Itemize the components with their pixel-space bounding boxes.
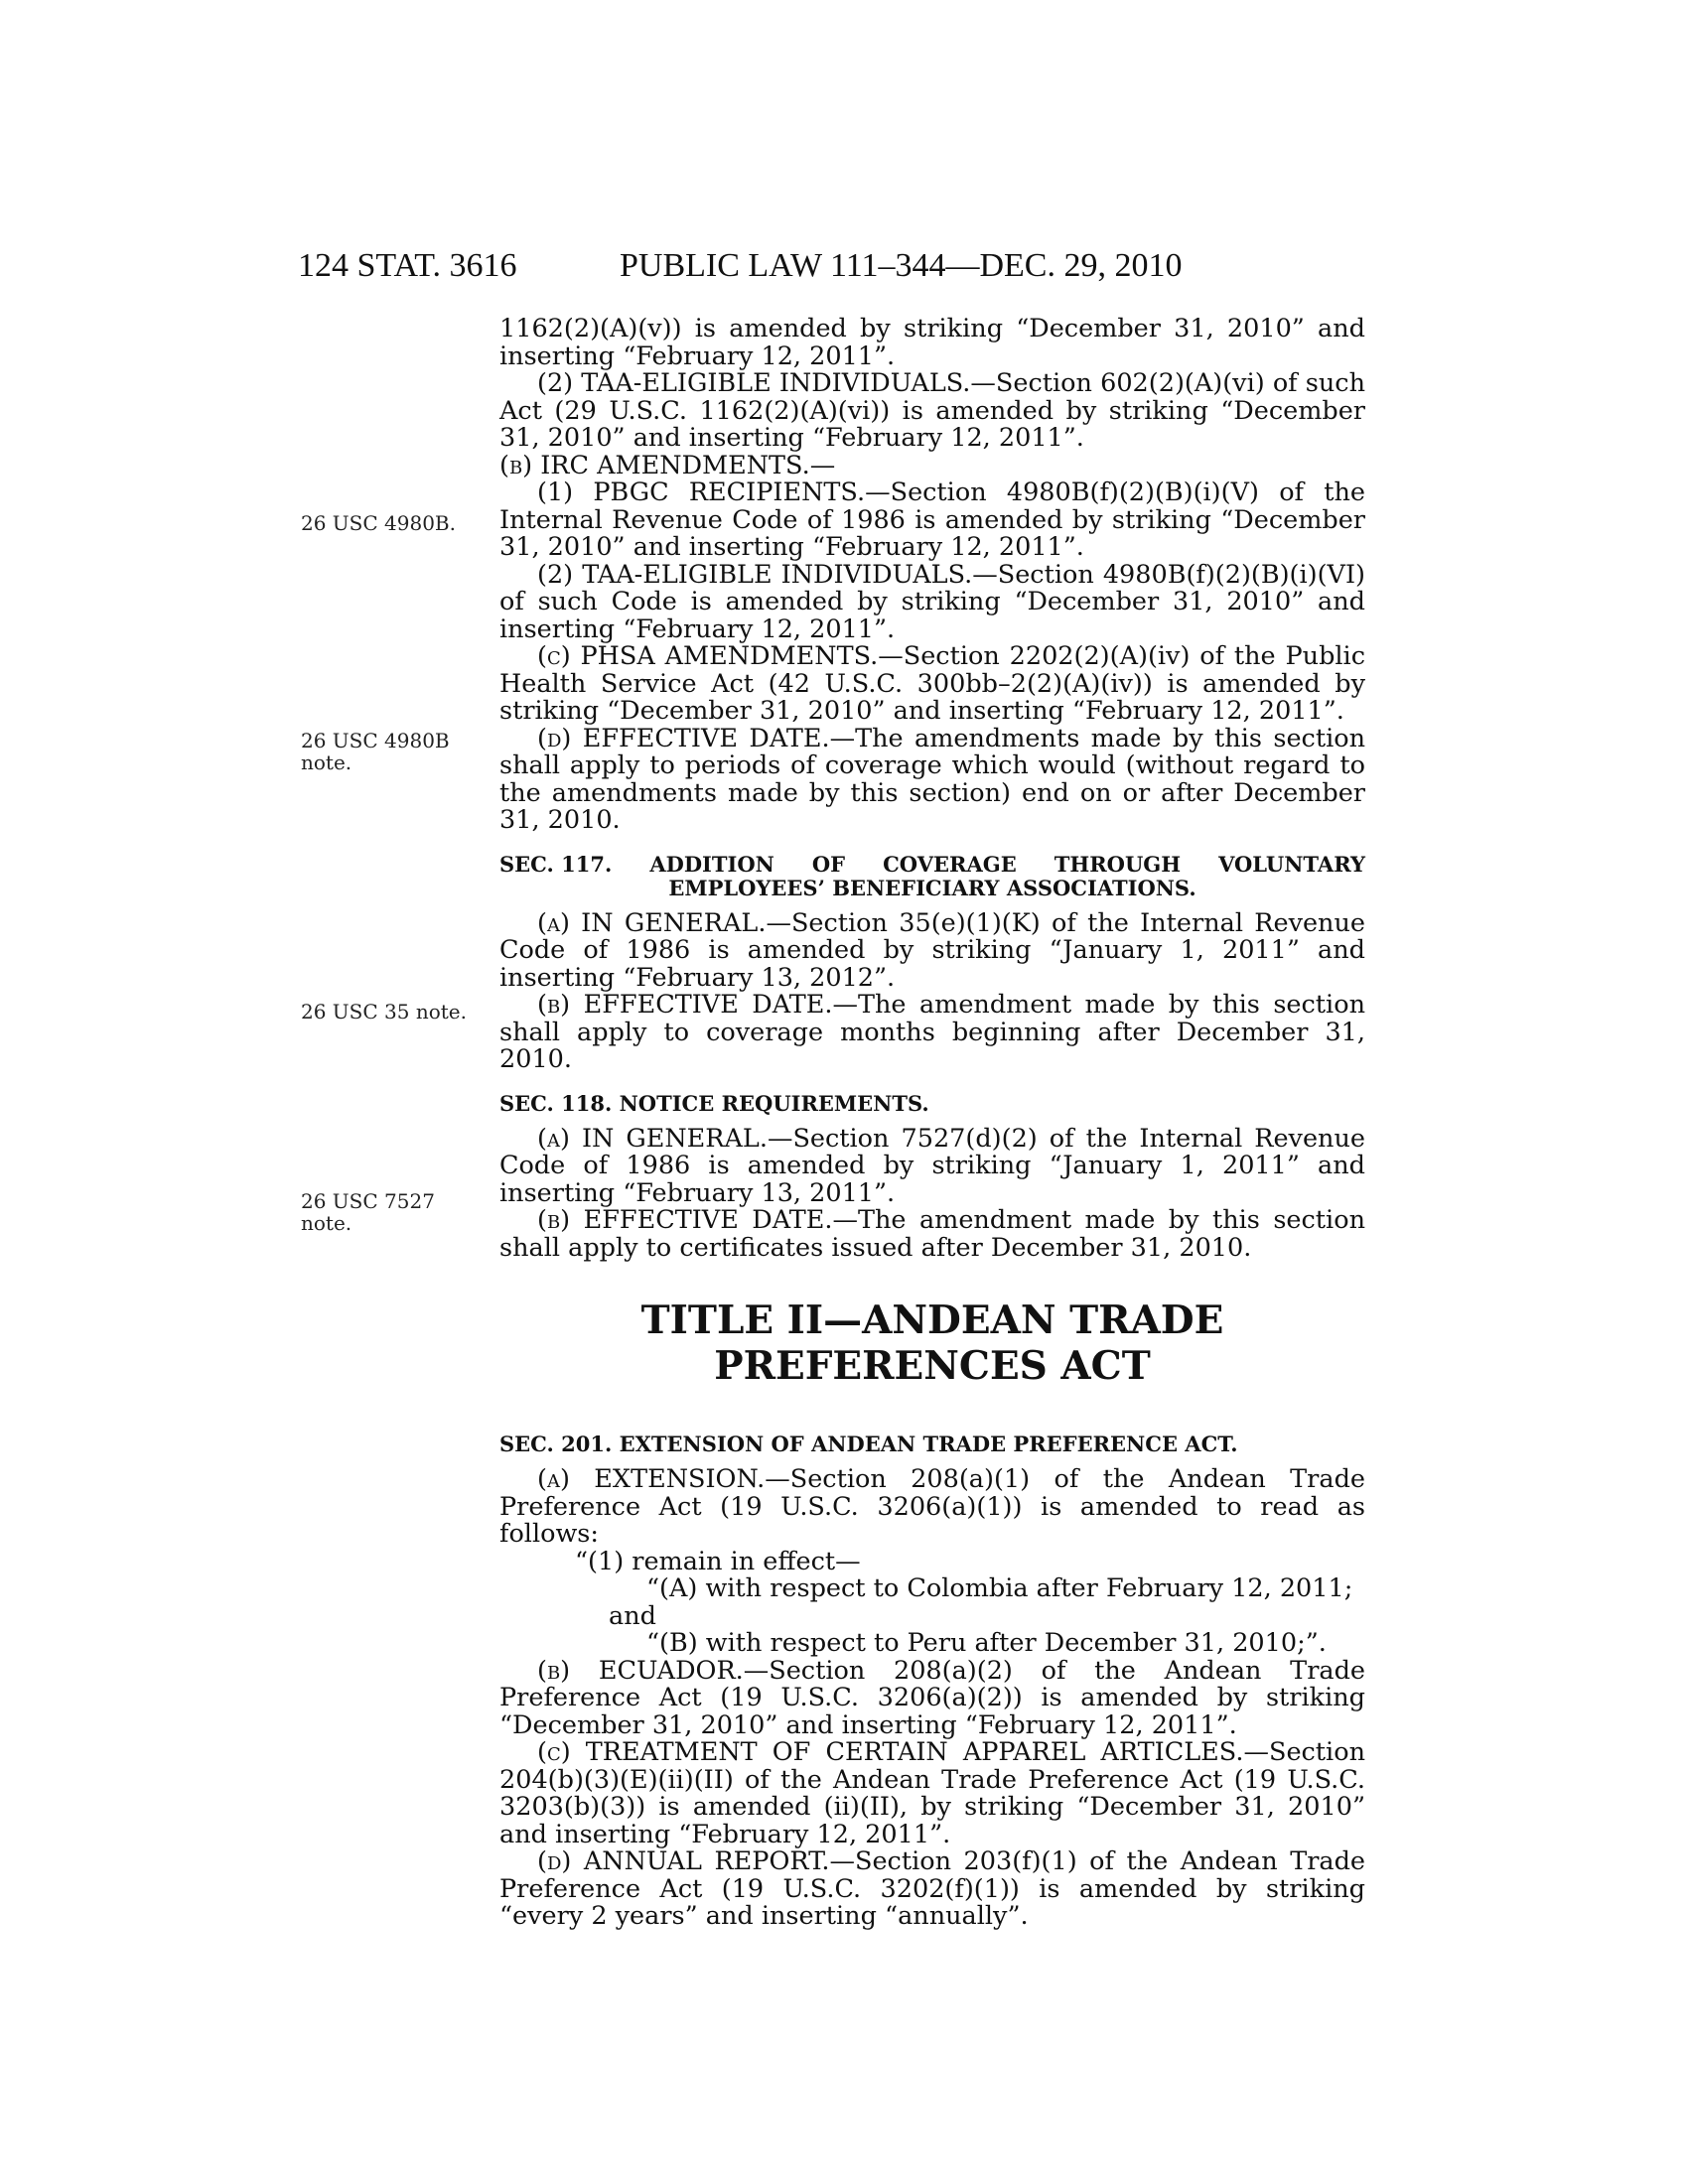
subsection-a: (a) IN GENERAL.—Section 35(e)(1)(K) of the Internal Revenue Code of 1986 is amended by striking “January 1, 2011” and inserting “February 13, 2012”. [499,907,1365,993]
subsection-heading: (c) TREATMENT OF CERTAIN APPAREL ARTICLES. [537,1737,1244,1767]
subsection-heading: (a) IN GENERAL. [537,907,767,938]
subsection-c: (c) PHSA AMENDMENTS.—Section 2202(2)(A)(iv) of the Public Health Service Act (42 U.S.C. 300bb–2(2)(A)(iv)) is amended by striking “December 31, 2010” and inserting “February 12, 2011”. [499,641,1365,726]
quoted-connector: and [609,1600,656,1631]
subsection-heading: (d) ANNUAL REPORT. [537,1846,830,1876]
margin-note: 26 USC 35 note. [301,1000,467,1024]
subsection-heading: (d) EFFECTIVE DATE. [537,723,830,753]
paragraph-heading: (2) TAA-ELIGIBLE INDIVIDUALS. [537,368,971,398]
subsection-d: (d) ANNUAL REPORT.—Section 203(f)(1) of the Andean Trade Preference Act (19 U.S.C. 3202(f)(1)) is amended by striking “every 2 years” and inserting “annually”. [499,1846,1366,1931]
margin-note: 26 USC 4980B. [301,511,456,535]
paragraph-b2: (2) TAA-ELIGIBLE INDIVIDUALS.—Section 4980B(f)(2)(B)(i)(VI) of such Code is amended by striking “December 31, 2010” and inserting “February 12, 2011”. [499,559,1365,644]
paragraph-heading: (2) TAA-ELIGIBLE INDIVIDUALS. [537,559,973,590]
paragraph-b1: (1) PBGC RECIPIENTS.—Section 4980B(f)(2)(B)(i)(V) of the Internal Revenue Code of 1986 is amended by striking “December 31, 2010” and inserting “February 12, 2011”. [499,478,1365,562]
quoted-paragraph-1: “(1) remain in effect— [575,1546,861,1576]
quoted-subparagraph-a: “(A) with respect to Colombia after February 12, 2011; [646,1573,1353,1603]
subsection-b: (b) IRC AMENDMENTS.— [499,450,836,480]
subsection-b: (b) EFFECTIVE DATE.—The amendment made by this section shall apply to certificates issued after December 31, 2010. [499,1205,1365,1263]
subsection-a: (a) EXTENSION.—Section 208(a)(1) of the Andean Trade Preference Act (19 U.S.C. 3206(a)(1)) is amended to read as follows: [499,1464,1365,1549]
section-heading-118: SEC. 118. NOTICE REQUIREMENTS. [499,1090,929,1116]
subsection-b: (b) ECUADOR.—Section 208(a)(2) of the Andean Trade Preference Act (19 U.S.C. 3206(a)(2)) is amended by striking “December 31, 2010” and inserting “February 12, 2011”. [499,1655,1365,1740]
margin-note: 26 USC 4980B note. [301,729,450,774]
quoted-subparagraph-b: “(B) with respect to Peru after December 31, 2010;”. [646,1628,1327,1658]
subsection-heading: (a) IN GENERAL. [537,1123,768,1154]
statute-body [499,316,1365,1931]
section-heading-117: SEC. 117. ADDITION OF COVERAGE THROUGH VOLUNTARY EMPLOYEES’ BENEFICIARY ASSOCIATIONS. [499,851,1365,900]
paragraph-heading: (1) PBGC RECIPIENTS. [537,478,866,507]
subsection-heading: (a) EXTENSION. [537,1464,766,1494]
paragraph-a2: (2) TAA-ELIGIBLE INDIVIDUALS.—Section 602(2)(A)(vi) of such Act (29 U.S.C. 1162(2)(A)(vi)) is amended by striking “December 31, 2010” and inserting “February 12, 2011”. [499,368,1365,453]
subsection-d: (d) EFFECTIVE DATE.—The amendments made by this section shall apply to periods of coverage which would (without regard to the amendments made by this section) end on or after December 31, 2010. [499,723,1365,835]
title-heading: TITLE II—ANDEAN TRADE PREFERENCES ACT [640,1297,1224,1389]
margin-note: 26 USC 7527 note. [301,1189,435,1235]
stat-page-number: 124 STAT. 3616 [298,247,517,284]
continued-paragraph: 1162(2)(A)(v)) is amended by striking “December 31, 2010” and inserting “February 12, 2011”. [499,314,1365,371]
subsection-heading: (b) EFFECTIVE DATE. [537,1205,833,1235]
section-heading-201: SEC. 201. EXTENSION OF ANDEAN TRADE PREFERENCE ACT. [499,1432,1238,1456]
public-law-citation: PUBLIC LAW 111–344—DEC. 29, 2010 [620,247,1183,284]
subsection-heading: (b) IRC AMENDMENTS. [499,450,810,480]
subsection-c: (c) TREATMENT OF CERTAIN APPAREL ARTICLES.—Section 204(b)(3)(E)(ii)(II) of the Andean Trade Preference Act (19 U.S.C. 3203(b)(3)) is amended (ii)(II), by striking “December 31, 2010” and inserting “February 12, 2011”. [499,1737,1365,1849]
subsection-heading: (c) PHSA AMENDMENTS. [537,641,879,671]
subsection-heading: (b) EFFECTIVE DATE. [537,990,833,1020]
subsection-a: (a) IN GENERAL.—Section 7527(d)(2) of the Internal Revenue Code of 1986 is amended by striking “January 1, 2011” and inserting “February 13, 2011”. [499,1123,1365,1208]
subsection-heading: (b) ECUADOR. [537,1655,744,1686]
subsection-b: (b) EFFECTIVE DATE.—The amendment made by this section shall apply to coverage months beginning after December 31, 2010. [499,990,1365,1074]
